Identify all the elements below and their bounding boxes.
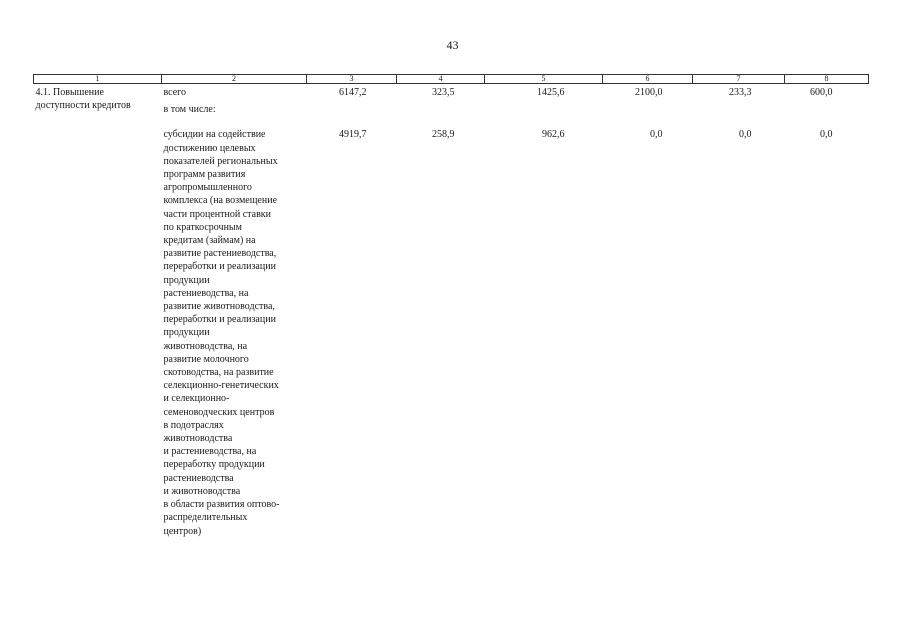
row-label-line: центров) xyxy=(163,525,202,537)
column-header: 6 xyxy=(603,75,693,84)
row-label-line: показателей региональных xyxy=(163,155,278,167)
value-cell: 4919,7 xyxy=(339,129,367,141)
row-label-line: скотоводства, на развитие xyxy=(163,367,274,379)
row-label-line: переработки и реализации xyxy=(163,314,276,326)
row-label-multiline xyxy=(162,126,307,537)
column-header: 8 xyxy=(785,75,869,84)
column-header: 7 xyxy=(693,75,785,84)
row-label-line: субсидии на содействие xyxy=(163,129,266,141)
value-cell: 258,9 xyxy=(432,129,455,141)
row-label-line: селекционно-генетических xyxy=(163,380,279,392)
row-label-line: части процентной ставки xyxy=(163,208,271,220)
table-row-total xyxy=(34,84,869,100)
row-label-line: развитие животноводства, xyxy=(163,301,275,313)
page-number: 43 xyxy=(446,38,459,52)
row-label-line: и растениеводства, на xyxy=(163,446,257,458)
column-header: 1 xyxy=(34,75,162,84)
section-title-line: доступности кредитов xyxy=(35,100,131,112)
row-label-line: животноводства xyxy=(163,433,233,445)
column-header: 2 xyxy=(162,75,307,84)
value-cell: 600,0 xyxy=(810,87,833,98)
row-label-line: и животноводства xyxy=(163,485,241,497)
row-label-line: комплекса (на возмещение xyxy=(163,195,278,207)
value-cell: 233,3 xyxy=(729,87,752,98)
value-cell: 6147,2 xyxy=(339,87,367,98)
section-title-line: 4.1. Повышение xyxy=(35,87,104,98)
row-label-line: продукции xyxy=(163,274,210,286)
value-cell: 2100,0 xyxy=(635,87,663,98)
column-header: 5 xyxy=(485,75,603,84)
row-label-line: растениеводства xyxy=(163,472,234,484)
value-cell: 962,6 xyxy=(542,129,565,141)
value-cell: 1425,6 xyxy=(537,87,565,98)
row-label-line: кредитам (займам) на xyxy=(163,235,256,247)
row-label: в том числе: xyxy=(163,104,216,116)
row-label-line: продукции xyxy=(163,327,210,339)
value-cell: 0,0 xyxy=(820,129,833,141)
section-title-cell xyxy=(34,84,162,538)
row-label-line: развитие растениеводства, xyxy=(163,248,277,260)
row-label-line: переработку продукции xyxy=(163,459,265,471)
row-label-line: животноводства, на xyxy=(163,340,248,352)
row-label-line: в области развития оптово- xyxy=(163,499,280,511)
row-label-line: в подотраслях xyxy=(163,419,224,431)
row-label-line: достижению целевых xyxy=(163,142,256,154)
value-cell: 0,0 xyxy=(650,129,663,141)
column-header: 3 xyxy=(307,75,397,84)
row-label: всего xyxy=(163,87,187,98)
column-number-header-row xyxy=(34,75,869,84)
row-label-line: развитие молочного xyxy=(163,353,249,365)
row-label-line: агропромышленного xyxy=(163,182,252,194)
row-label-line: распределительных xyxy=(163,512,248,524)
budget-table xyxy=(33,74,869,538)
row-label-line: растениеводства, на xyxy=(163,287,249,299)
row-label-line: по краткосрочным xyxy=(163,221,242,233)
row-label-line: переработки и реализации xyxy=(163,261,276,273)
value-cell: 0,0 xyxy=(739,129,752,141)
value-cell: 323,5 xyxy=(432,87,455,98)
column-header: 4 xyxy=(397,75,485,84)
row-label-line: программ развития xyxy=(163,169,246,181)
row-label-line: и селекционно- xyxy=(163,393,230,405)
row-label-line: семеноводческих центров xyxy=(163,406,275,418)
